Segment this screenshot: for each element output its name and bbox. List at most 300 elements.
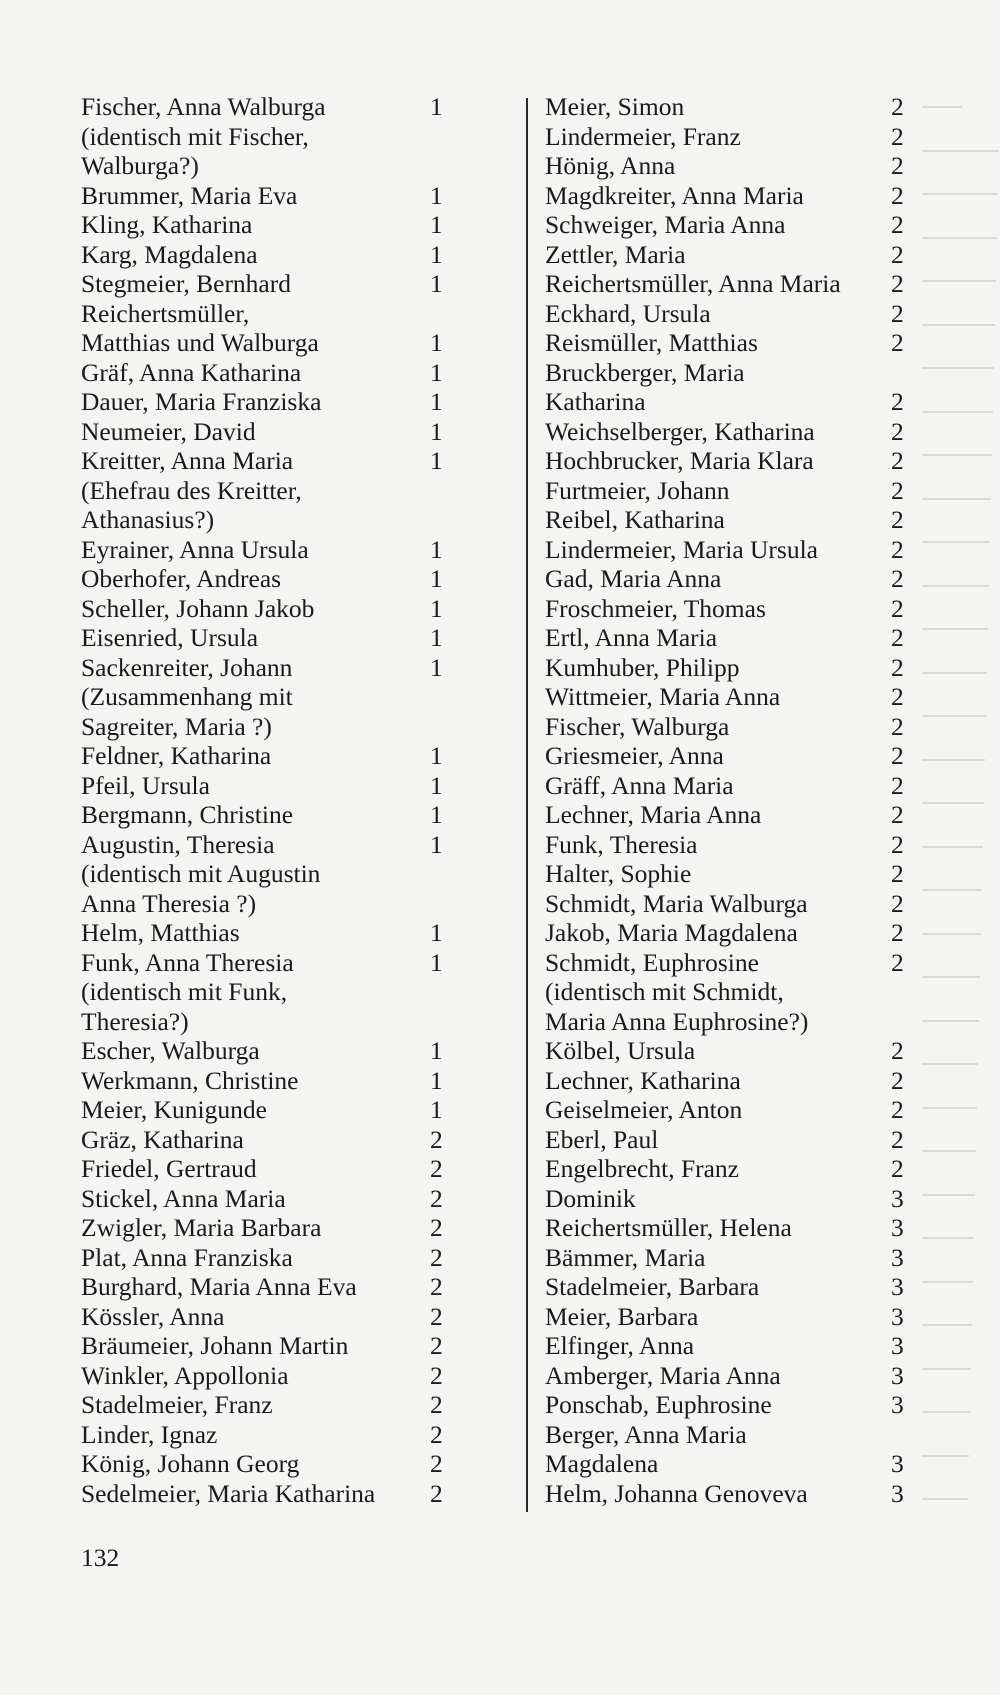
bleed-line — [922, 1063, 1000, 1093]
list-item — [81, 328, 451, 358]
entry-name: Helm, Johanna Genoveva — [545, 1478, 808, 1508]
list-item — [81, 181, 451, 211]
entry-name: Furtmeier, Johann — [545, 475, 730, 505]
list-item — [545, 210, 910, 240]
bleed-line — [922, 1368, 1000, 1398]
bleed-line — [922, 933, 1000, 963]
bleed-line — [922, 846, 1000, 876]
list-item — [545, 1125, 910, 1155]
entry-count: 2 — [891, 151, 904, 180]
list-item — [545, 1331, 910, 1361]
entry-count: 2 — [891, 328, 904, 357]
entry-count: 2 — [430, 1242, 443, 1272]
entry-count: 2 — [430, 1449, 443, 1478]
bleed-line — [922, 585, 1000, 615]
entry-name: Werkmann, Christine — [81, 1065, 299, 1095]
list-item — [81, 1154, 451, 1184]
bleed-line — [922, 628, 1000, 658]
entry-name: Lindermeier, Maria Ursula — [545, 534, 818, 564]
entry-count: 2 — [891, 298, 904, 328]
list-item — [81, 889, 451, 919]
list-item — [81, 771, 451, 801]
entry-name: Scheller, Johann Jakob — [81, 593, 315, 623]
list-item — [545, 1361, 910, 1391]
entry-count: 2 — [891, 741, 904, 770]
entry-count: 1 — [430, 446, 443, 475]
list-item — [81, 358, 451, 388]
entry-count: 1 — [430, 593, 443, 623]
entry-name: Winkler, Appollonia — [81, 1360, 289, 1390]
entry-count: 1 — [430, 770, 443, 800]
bleed-line — [922, 1455, 1000, 1485]
list-item — [81, 92, 451, 122]
list-item — [81, 1184, 451, 1214]
entry-count: 2 — [891, 505, 904, 534]
entry-name: Zwigler, Maria Barbara — [81, 1213, 322, 1242]
entry-name: Eberl, Paul — [545, 1124, 659, 1154]
bleed-line — [922, 889, 1000, 919]
list-item — [545, 1184, 910, 1214]
bleed-line — [922, 1498, 1000, 1512]
entry-name: (identisch mit Funk, — [81, 977, 288, 1006]
entry-name: Lindermeier, Franz — [545, 121, 741, 151]
bleed-line — [922, 1324, 1000, 1354]
list-item — [545, 387, 910, 417]
entry-count: 2 — [891, 1095, 904, 1124]
entry-name: Reichertsmüller, Anna Maria — [545, 269, 841, 298]
entry-count: 2 — [891, 623, 904, 652]
list-item — [545, 1272, 910, 1302]
list-item — [545, 535, 910, 565]
entry-name: Bämmer, Maria — [545, 1242, 706, 1272]
list-item — [81, 1095, 451, 1125]
entry-name: Matthias und Walburga — [81, 328, 319, 357]
entry-name: Kreitter, Anna Maria — [81, 446, 294, 475]
entry-name: Schmidt, Euphrosine — [545, 947, 759, 977]
list-item — [81, 830, 451, 860]
page-number: 132 — [81, 1543, 120, 1572]
entry-name: Escher, Walburga — [81, 1036, 260, 1065]
right-column — [545, 92, 910, 1508]
entry-name: Kölbel, Ursula — [545, 1036, 696, 1065]
entry-count: 2 — [430, 1419, 443, 1449]
list-item — [81, 505, 451, 535]
list-item — [545, 299, 910, 329]
bleed-line — [922, 672, 1000, 702]
entry-count: 2 — [891, 711, 904, 741]
entry-name: Weichselberger, Katharina — [545, 416, 815, 446]
entry-name: Plat, Anna Franziska — [81, 1242, 293, 1272]
entry-name: Neumeier, David — [81, 416, 256, 446]
list-item — [545, 918, 910, 948]
list-item — [81, 682, 451, 712]
entry-count: 3 — [891, 1301, 904, 1331]
entry-name: (identisch mit Augustin — [81, 859, 321, 888]
entry-name: Kling, Katharina — [81, 210, 253, 239]
entry-count: 1 — [430, 269, 443, 298]
list-item — [81, 1449, 451, 1479]
list-item — [545, 181, 910, 211]
entry-name: Reichertsmüller, — [81, 298, 250, 328]
entry-name: Elfinger, Anna — [545, 1331, 695, 1360]
entry-name: Schmidt, Maria Walburga — [545, 888, 808, 918]
list-item — [545, 1095, 910, 1125]
list-item — [81, 859, 451, 889]
list-item — [545, 476, 910, 506]
entry-count: 1 — [430, 800, 443, 829]
entry-count: 3 — [891, 1331, 904, 1360]
list-item — [81, 800, 451, 830]
list-item — [81, 1243, 451, 1273]
bleed-line — [922, 1107, 1000, 1137]
bleed-line — [922, 1411, 1000, 1441]
entry-name: Augustin, Theresia — [81, 829, 275, 859]
entry-name: Schweiger, Maria Anna — [545, 210, 786, 239]
entry-name: Walburga?) — [81, 151, 199, 180]
list-item — [81, 918, 451, 948]
entry-count: 3 — [891, 1242, 904, 1272]
list-item — [81, 1479, 451, 1509]
entry-name: Berger, Anna Maria — [545, 1419, 747, 1449]
entry-count: 2 — [891, 269, 904, 298]
list-item — [545, 122, 910, 152]
entry-count: 2 — [430, 1124, 443, 1154]
entry-name: Gräff, Anna Maria — [545, 770, 734, 800]
entry-count: 2 — [891, 446, 904, 475]
bleed-line — [922, 324, 1000, 354]
bleed-line — [922, 1194, 1000, 1224]
entry-name: Fischer, Walburga — [545, 711, 730, 741]
list-item — [545, 859, 910, 889]
entry-name: Reismüller, Matthias — [545, 328, 758, 357]
entry-name: Amberger, Maria Anna — [545, 1360, 781, 1390]
entry-name: Wittmeier, Maria Anna — [545, 682, 781, 711]
list-item — [545, 830, 910, 860]
entry-count: 1 — [430, 1095, 443, 1124]
entry-name: (Ehefrau des Kreitter, — [81, 475, 302, 505]
entry-name: Bräumeier, Johann Martin — [81, 1331, 349, 1360]
list-item — [81, 741, 451, 771]
entry-count: 2 — [891, 682, 904, 711]
list-item — [545, 564, 910, 594]
entry-name: Fischer, Anna Walburga — [81, 92, 326, 121]
list-item — [545, 92, 910, 122]
entry-name: Bergmann, Christine — [81, 800, 294, 829]
list-item — [545, 358, 910, 388]
list-item — [545, 328, 910, 358]
list-item — [81, 151, 451, 181]
entry-count: 1 — [430, 1036, 443, 1065]
entry-name: Reichertsmüller, Helena — [545, 1213, 792, 1242]
bleed-line — [922, 193, 1000, 223]
bleed-through-texture — [922, 92, 1000, 1512]
list-item — [81, 712, 451, 742]
entry-name: Bruckberger, Maria — [545, 357, 745, 387]
entry-count: 2 — [430, 1301, 443, 1331]
entry-name: Engelbrecht, Franz — [545, 1154, 740, 1183]
entry-count: 2 — [891, 1154, 904, 1183]
entry-count: 3 — [891, 1360, 904, 1390]
entry-name: Kössler, Anna — [81, 1301, 225, 1331]
list-item — [81, 1213, 451, 1243]
list-item — [81, 1302, 451, 1332]
entry-count: 2 — [430, 1213, 443, 1242]
entry-name: (Zusammenhang mit — [81, 682, 293, 711]
list-item — [545, 1066, 910, 1096]
list-item — [545, 1302, 910, 1332]
list-item — [545, 417, 910, 447]
entry-count: 3 — [891, 1478, 904, 1508]
entry-count: 3 — [891, 1390, 904, 1419]
list-item — [545, 1007, 910, 1037]
entry-count: 2 — [891, 416, 904, 446]
entry-count: 2 — [891, 1124, 904, 1154]
list-item — [81, 653, 451, 683]
entry-name: König, Johann Georg — [81, 1449, 300, 1478]
list-item — [545, 446, 910, 476]
entry-count: 2 — [891, 770, 904, 800]
entry-name: Meier, Kunigunde — [81, 1095, 267, 1124]
entry-count: 2 — [891, 829, 904, 859]
entry-count: 2 — [430, 1360, 443, 1390]
bleed-line — [922, 976, 1000, 1006]
list-item — [81, 1390, 451, 1420]
entry-name: Anna Theresia ?) — [81, 888, 257, 918]
entry-name: Meier, Barbara — [545, 1301, 699, 1331]
list-item — [81, 623, 451, 653]
list-item — [545, 594, 910, 624]
list-item — [81, 387, 451, 417]
list-item — [81, 122, 451, 152]
entry-count: 2 — [430, 1331, 443, 1360]
list-item — [81, 1066, 451, 1096]
bleed-line — [922, 802, 1000, 832]
entry-count: 3 — [891, 1272, 904, 1301]
bleed-line — [922, 367, 1000, 397]
entry-count: 2 — [430, 1154, 443, 1183]
list-item — [545, 948, 910, 978]
list-item — [81, 269, 451, 299]
entry-name: Sagreiter, Maria ?) — [81, 711, 272, 741]
entry-name: Oberhofer, Andreas — [81, 564, 282, 593]
entry-count: 2 — [891, 800, 904, 829]
entry-count: 2 — [891, 1065, 904, 1095]
entry-name: Maria Anna Euphrosine?) — [545, 1006, 809, 1036]
list-item — [545, 151, 910, 181]
list-item — [545, 240, 910, 270]
list-item — [545, 800, 910, 830]
entry-name: Sackenreiter, Johann — [81, 652, 293, 682]
entry-count: 1 — [430, 239, 443, 269]
list-item — [81, 299, 451, 329]
entry-name: Eckhard, Ursula — [545, 298, 711, 328]
entry-name: Linder, Ignaz — [81, 1419, 218, 1449]
entry-name: (identisch mit Fischer, — [81, 121, 309, 151]
list-item — [545, 623, 910, 653]
list-item — [81, 417, 451, 447]
entry-count: 2 — [891, 859, 904, 888]
entry-count: 2 — [891, 1036, 904, 1065]
list-item — [81, 1331, 451, 1361]
list-item — [81, 564, 451, 594]
entry-name: (identisch mit Schmidt, — [545, 977, 784, 1006]
entry-name: Pfeil, Ursula — [81, 770, 210, 800]
entry-count: 2 — [430, 1272, 443, 1301]
entry-count: 1 — [430, 387, 443, 416]
bleed-line — [922, 715, 1000, 745]
entry-count: 1 — [430, 623, 443, 652]
entry-name: Halter, Sophie — [545, 859, 692, 888]
entry-count: 2 — [430, 1478, 443, 1508]
list-item — [81, 594, 451, 624]
entry-count: 1 — [430, 210, 443, 239]
entry-name: Hönig, Anna — [545, 151, 676, 180]
bleed-line — [922, 759, 1000, 789]
entry-count: 2 — [891, 918, 904, 947]
entry-name: Theresia?) — [81, 1006, 189, 1036]
list-item — [545, 1420, 910, 1450]
entry-count: 1 — [430, 534, 443, 564]
bleed-line — [922, 498, 1000, 528]
entry-count: 2 — [891, 475, 904, 505]
entry-count: 2 — [891, 387, 904, 416]
entry-name: Ertl, Anna Maria — [545, 623, 718, 652]
entry-name: Stickel, Anna Maria — [81, 1183, 286, 1213]
entry-count: 3 — [891, 1183, 904, 1213]
entry-name: Friedel, Gertraud — [81, 1154, 257, 1183]
entry-count: 2 — [891, 947, 904, 977]
entry-count: 2 — [891, 239, 904, 269]
entry-count: 2 — [430, 1183, 443, 1213]
entry-count: 2 — [891, 652, 904, 682]
entry-name: Dominik — [545, 1183, 636, 1213]
bleed-line — [922, 280, 1000, 310]
entry-name: Funk, Anna Theresia — [81, 947, 294, 977]
bleed-line — [922, 1281, 1000, 1311]
entry-count: 2 — [891, 92, 904, 121]
entry-count: 2 — [891, 534, 904, 564]
entry-name: Stegmeier, Bernhard — [81, 269, 291, 298]
list-item — [545, 269, 910, 299]
entry-name: Magdkreiter, Anna Maria — [545, 180, 804, 210]
list-item — [545, 1036, 910, 1066]
column-divider — [526, 98, 528, 1512]
list-item — [81, 1361, 451, 1391]
entry-count: 2 — [891, 121, 904, 151]
entry-name: Reibel, Katharina — [545, 505, 725, 534]
list-item — [81, 1036, 451, 1066]
list-item — [81, 446, 451, 476]
entry-name: Katharina — [545, 387, 646, 416]
entry-name: Burghard, Maria Anna Eva — [81, 1272, 357, 1301]
list-item — [545, 712, 910, 742]
entry-name: Feldner, Katharina — [81, 741, 272, 770]
entry-count: 3 — [891, 1449, 904, 1478]
entry-name: Gad, Maria Anna — [545, 564, 722, 593]
list-item — [81, 535, 451, 565]
list-item — [81, 476, 451, 506]
entry-count: 2 — [430, 1390, 443, 1419]
entry-name: Funk, Theresia — [545, 829, 698, 859]
bleed-line — [922, 237, 1000, 267]
entry-count: 1 — [430, 652, 443, 682]
entry-name: Lechner, Maria Anna — [545, 800, 762, 829]
list-item — [81, 240, 451, 270]
entry-count: 1 — [430, 328, 443, 357]
entry-name: Stadelmeier, Barbara — [545, 1272, 760, 1301]
entry-count: 2 — [891, 593, 904, 623]
entry-count: 1 — [430, 564, 443, 593]
entry-count: 1 — [430, 92, 443, 121]
list-item — [545, 771, 910, 801]
entry-count: 1 — [430, 947, 443, 977]
bleed-line — [922, 106, 1000, 136]
list-item — [545, 505, 910, 535]
list-item — [545, 977, 910, 1007]
entry-name: Eisenried, Ursula — [81, 623, 259, 652]
list-item — [81, 1420, 451, 1450]
entry-name: Stadelmeier, Franz — [81, 1390, 273, 1419]
entry-name: Brummer, Maria Eva — [81, 180, 298, 210]
entry-name: Ponschab, Euphrosine — [545, 1390, 772, 1419]
left-column — [81, 92, 451, 1508]
entry-count: 1 — [430, 1065, 443, 1095]
entry-name: Meier, Simon — [545, 92, 685, 121]
entry-name: Magdalena — [545, 1449, 659, 1478]
entry-count: 1 — [430, 357, 443, 387]
bleed-line — [922, 1237, 1000, 1267]
entry-name: Karg, Magdalena — [81, 239, 258, 269]
entry-count: 1 — [430, 416, 443, 446]
entry-name: Lechner, Katharina — [545, 1065, 741, 1095]
entry-name: Kumhuber, Philipp — [545, 652, 740, 682]
entry-name: Gräf, Anna Katharina — [81, 357, 302, 387]
entry-name: Griesmeier, Anna — [545, 741, 724, 770]
entry-name: Helm, Matthias — [81, 918, 240, 947]
entry-count: 2 — [891, 180, 904, 210]
bleed-line — [922, 454, 1000, 484]
entry-count: 2 — [891, 888, 904, 918]
entry-count: 2 — [891, 564, 904, 593]
list-item — [81, 1272, 451, 1302]
bleed-line — [922, 150, 1000, 180]
entry-name: Hochbrucker, Maria Klara — [545, 446, 814, 475]
list-item — [545, 653, 910, 683]
entry-name: Zettler, Maria — [545, 239, 686, 269]
entry-name: Gräz, Katharina — [81, 1124, 244, 1154]
list-item — [81, 1125, 451, 1155]
entry-count: 1 — [430, 741, 443, 770]
entry-name: Dauer, Maria Franziska — [81, 387, 322, 416]
bleed-line — [922, 411, 1000, 441]
list-item — [545, 1449, 910, 1479]
entry-name: Sedelmeier, Maria Katharina — [81, 1478, 376, 1508]
entry-name: Froschmeier, Thomas — [545, 593, 766, 623]
bleed-line — [922, 541, 1000, 571]
list-item — [81, 977, 451, 1007]
bleed-line — [922, 1020, 1000, 1050]
entry-count: 1 — [430, 180, 443, 210]
list-item — [545, 1243, 910, 1273]
entry-name: Geiselmeier, Anton — [545, 1095, 743, 1124]
entry-count: 3 — [891, 1213, 904, 1242]
list-item — [545, 1479, 910, 1509]
entry-count: 2 — [891, 210, 904, 239]
list-item — [545, 741, 910, 771]
entry-count: 1 — [430, 918, 443, 947]
entry-count: 1 — [430, 829, 443, 859]
entry-name: Eyrainer, Anna Ursula — [81, 534, 309, 564]
